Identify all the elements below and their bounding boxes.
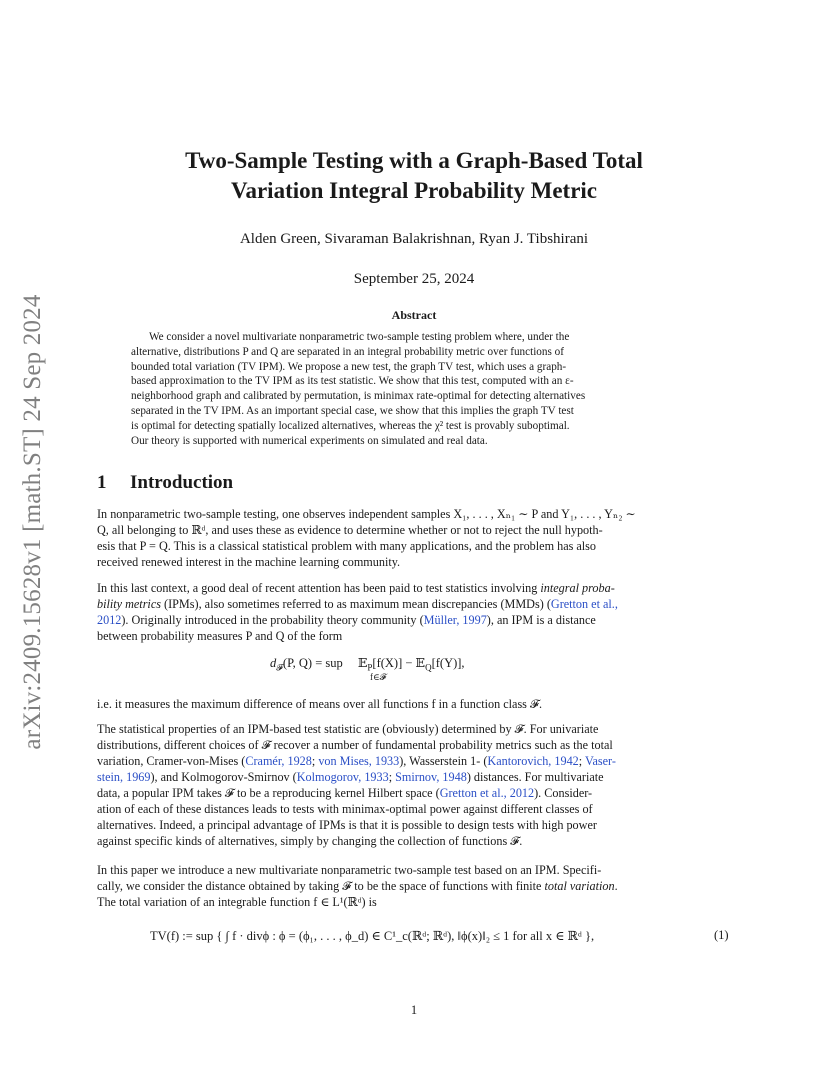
abstract-line: bounded total variation (TV IPM). We propose a new test, the graph TV test, which uses a graph- [131,360,567,373]
text: In this last context, a good deal of recent attention has been paid to test statistics involving [97,581,541,595]
text: data, a popular IPM takes 𝓕 to be a reproducing kernel Hilbert space ( [97,786,440,800]
text-line: Q, all belonging to ℝᵈ, and uses these as evidence to determine whether or not to reject the null hypoth- [97,523,603,537]
eq-sub: P [367,662,373,673]
section-title: Introduction [130,472,234,493]
abstract-line: We consider a novel multivariate nonparametric two-sample testing problem where, under the [149,331,570,343]
text-line: alternatives. Indeed, a principal advantage of IPMs is that it is possible to design tests with high power [97,818,597,832]
text-line: received renewed interest in the machine learning community. [97,555,401,569]
abstract-line: based approximation to the TV IPM as its test statistic. We show that this test, computed with an ε- [131,375,574,388]
abstract-line: separated in the TV IPM. As an important special case, we show that this implies the graph TV test [131,404,574,417]
text-line [97,785,731,801]
text: cally, we consider the distance obtained by taking 𝓕 to be the space of functions with finite [97,879,545,893]
equation-ipm-under: f∈𝓕 [370,672,387,682]
title-line-1: Two-Sample Testing with a Graph-Based Total [185,148,643,173]
italic-text: integral proba- [540,581,615,595]
page-number: 1 [410,1003,418,1017]
text: ; [578,754,585,768]
text: ). Consider- [534,786,593,800]
text: (IPMs), also sometimes referred to as maximum mean discrepancies (MMDs) ( [160,597,551,611]
arxiv-side-stamp [15,272,51,772]
citation-link[interactable]: Kolmogorov, 1933 [296,770,389,784]
text-line: The total variation of an integrable function f ∈ L¹(ℝᵈ) is [97,895,377,909]
section-heading [97,472,233,494]
citation-link[interactable]: Müller, 1997 [423,613,487,627]
citation-link[interactable]: von Mises, 1933 [318,754,400,768]
paragraph-5 [97,862,731,910]
text-line: ation of each of these distances leads to tests with minimax-optimal power against different classes of [97,802,593,816]
text: ), an IPM is a distance [486,613,596,627]
text-line [97,878,731,894]
text: ), Wasserstein 1- ( [399,754,488,768]
equation-ipm [270,655,465,674]
italic-text: bility metrics [97,597,161,611]
equation-number: (1) [714,928,729,942]
abstract-body [131,330,699,448]
abstract-line: Our theory is supported with numerical experiments on simulated and real data. [131,434,488,447]
citation-link[interactable]: 2012 [97,613,122,627]
eq-text: 𝔼 [357,656,368,670]
citation-link[interactable]: Vaser- [585,754,616,768]
text: ) distances. For multivariate [466,770,604,784]
eq-text: (P, Q) = sup [282,656,343,670]
text-line [97,580,731,596]
eq-sub: 𝓕 [276,662,283,673]
citation-link[interactable]: Gretton et al., 2012 [439,786,535,800]
paper-title [100,146,728,206]
paragraph-2 [97,580,731,644]
paragraph-1 [97,506,731,570]
text-line: The statistical properties of an IPM-based test statistic are (obviously) determined by 𝓕. For univariate [97,722,599,736]
eq-symbol: d [270,656,277,670]
text-line: distributions, different choices of 𝓕 recover a number of fundamental probability metrics such as the total [97,738,613,752]
arxiv-id: arXiv:2409.15628v1 [math.ST] 24 Sep 2024 [19,294,46,750]
text: . [614,879,618,893]
eq-sub: Q [425,662,432,673]
eq-text: [f(Y)], [431,656,465,670]
date: September 25, 2024 [353,271,475,287]
citation-link[interactable]: Cramér, 1928 [245,754,312,768]
citation-link[interactable]: Smirnov, 1948 [395,770,467,784]
text: ). Originally introduced in the probability theory community ( [121,613,424,627]
text-line: In this paper we introduce a new multivariate nonparametric two-sample test based on an IPM. Specifi- [97,863,602,877]
paragraph-3 [97,696,731,712]
abstract-heading: Abstract [391,308,437,322]
text: ; [311,754,319,768]
citation-link[interactable]: Kantorovich, 1942 [487,754,579,768]
text-line [97,612,731,628]
citation-link[interactable]: Gretton et al., [550,597,618,611]
text-line [97,753,731,769]
text-line: between probability measures P and Q of the form [97,629,343,643]
text-line: esis that P = Q. This is a classical statistical problem with many applications, and the problem has also [97,539,597,553]
section-number: 1 [97,472,107,493]
text-line: i.e. it measures the maximum difference of means over all functions f in a function class 𝓕. [97,697,543,711]
text-line: against specific kinds of alternatives, simply by changing the collection of functions 𝓕. [97,834,523,848]
citation-link[interactable]: stein, 1969 [97,770,151,784]
title-line-2: Variation Integral Probability Metric [230,178,598,203]
equation-tv: TV(f) := sup { ∫ f · divϕ : ϕ = (ϕ₁, . . . , ϕ_d) ∈ C¹_c(ℝᵈ; ℝᵈ), ‖ϕ(x)‖₂ ≤ 1 for all x ∈ ℝᵈ }, [150,929,595,943]
abstract-line: is optimal for detecting spatially localized alternatives, whereas the χ² test is provably suboptimal. [131,419,570,432]
text: ; [388,770,396,784]
eq-text: [f(X)] − 𝔼 [372,656,426,670]
text-line: In nonparametric two-sample testing, one observes independent samples X₁, . . . , Xₙ₁ ∼ P and Y₁, . . . , Yₙ₂ ∼ [97,507,636,521]
authors: Alden Green, Sivaraman Balakrishnan, Ryan J. Tibshirani [239,231,589,247]
text: variation, Cramer-von-Mises ( [97,754,246,768]
text-line [97,596,731,612]
italic-text: total variation [544,879,615,893]
abstract-line: alternative, distributions P and Q are separated in an integral probability metric over functions of [131,345,564,358]
paragraph-4 [97,721,731,849]
text-line [97,769,731,785]
abstract-line: neighborhood graph and calibrated by permutation, is minimax rate-optimal for detecting alternatives [131,390,586,403]
text: ), and Kolmogorov-Smirnov ( [150,770,297,784]
